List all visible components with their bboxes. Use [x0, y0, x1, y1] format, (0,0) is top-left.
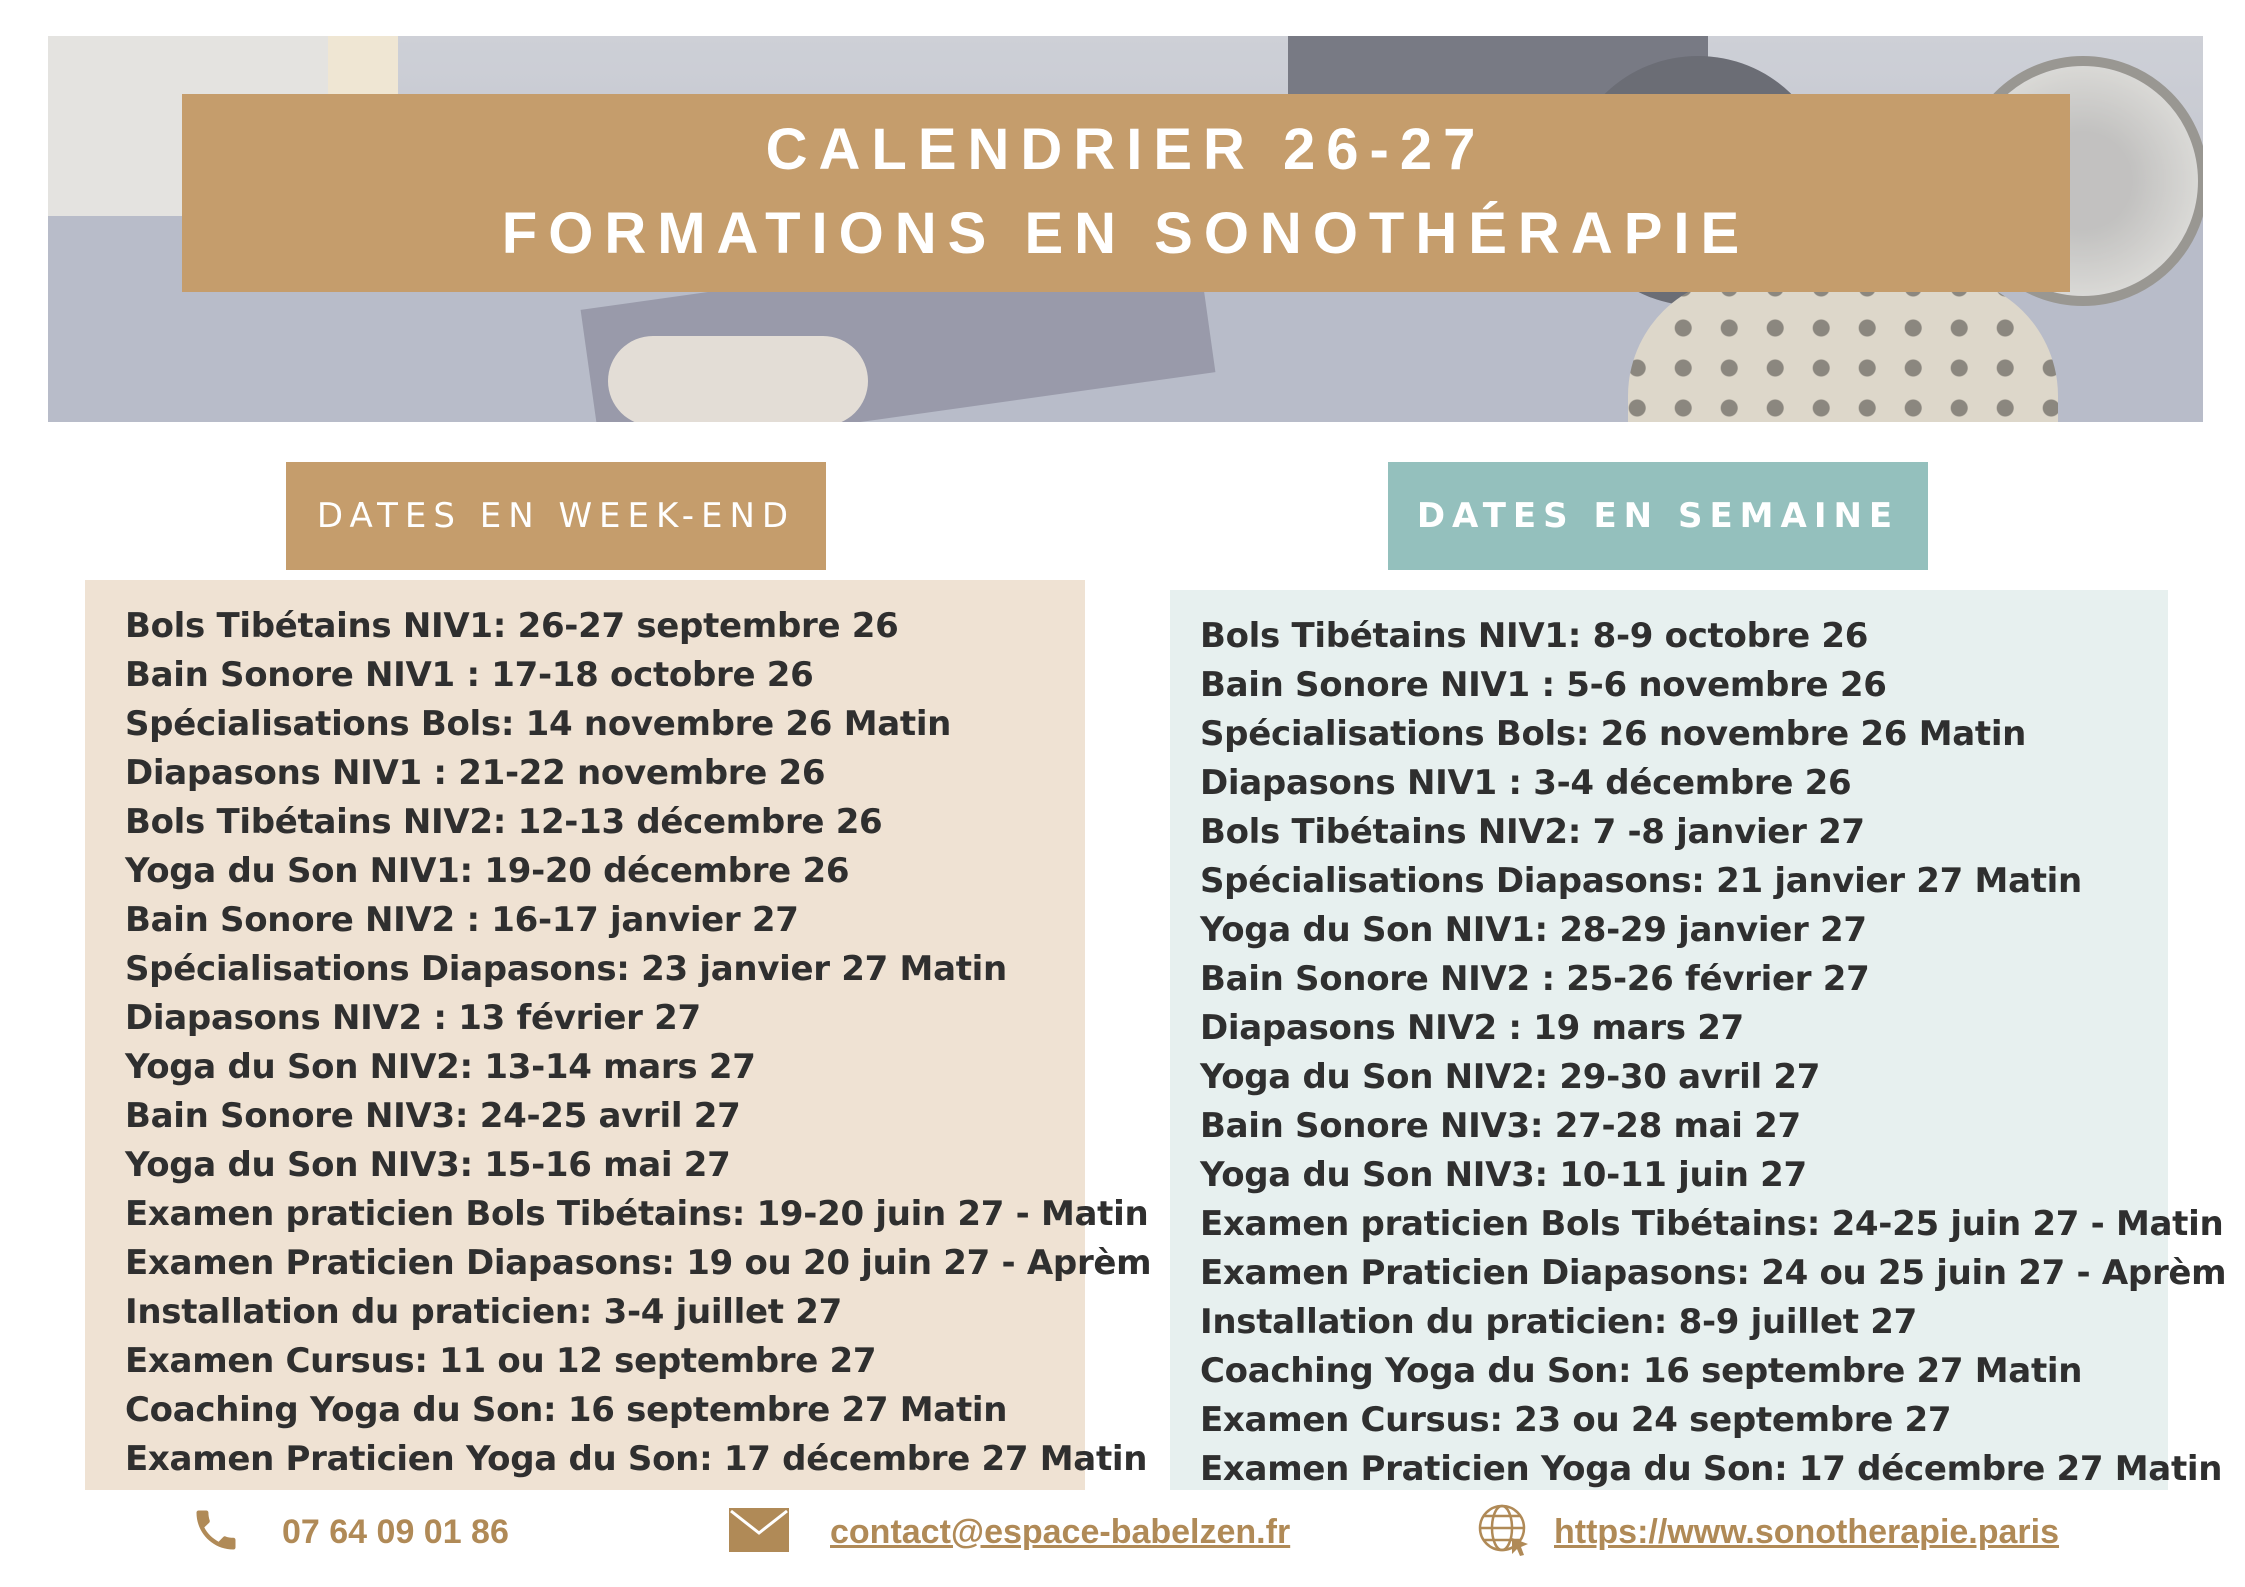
weekend-dates-list — [125, 602, 1152, 1484]
list-item: Coaching Yoga du Son: 16 septembre 27 Matin — [125, 1390, 1008, 1430]
list-item: Installation du praticien: 8-9 juillet 27 — [1200, 1302, 1917, 1342]
list-item: Spécialisations Diapasons: 23 janvier 27 Matin — [125, 949, 1007, 989]
list-item: Examen Praticien Diapasons: 19 ou 20 juin 27 - Aprèm — [125, 1243, 1152, 1283]
title-line-1: CALENDRIER 26-27 — [765, 117, 1487, 182]
weekday-heading: DATES EN SEMAINE — [1388, 462, 1928, 570]
list-item: Examen praticien Bols Tibétains: 24-25 juin 27 - Matin — [1200, 1204, 2224, 1244]
list-item: Yoga du Son NIV3: 15-16 mai 27 — [125, 1145, 731, 1185]
list-item: Spécialisations Bols: 26 novembre 26 Matin — [1200, 714, 2027, 754]
list-item: Bain Sonore NIV1 : 5-6 novembre 26 — [1200, 665, 1887, 705]
list-item: Examen Praticien Diapasons: 24 ou 25 juin 27 - Aprèm — [1200, 1253, 2227, 1293]
list-item: Bols Tibétains NIV1: 26-27 septembre 26 — [125, 606, 899, 646]
list-item: Installation du praticien: 3-4 juillet 27 — [125, 1292, 842, 1332]
list-item: Yoga du Son NIV2: 13-14 mars 27 — [125, 1047, 756, 1087]
list-item: Bols Tibétains NIV2: 7 -8 janvier 27 — [1200, 812, 1865, 852]
weekday-dates-list — [1200, 612, 2227, 1494]
footer-phone[interactable] — [190, 1502, 509, 1562]
weekend-dates-panel — [85, 580, 1152, 1490]
footer-email[interactable] — [728, 1502, 1290, 1562]
list-item: Bols Tibétains NIV1: 8-9 octobre 26 — [1200, 616, 1869, 656]
list-item: Diapasons NIV1 : 3-4 décembre 26 — [1200, 763, 1852, 803]
list-item: Yoga du Son NIV1: 28-29 janvier 27 — [1200, 910, 1867, 950]
envelope-icon — [728, 1507, 790, 1557]
list-item: Spécialisations Bols: 14 novembre 26 Matin — [125, 704, 952, 744]
list-item: Bain Sonore NIV1 : 17-18 octobre 26 — [125, 655, 814, 695]
list-item: Diapasons NIV2 : 13 février 27 — [125, 998, 701, 1038]
phone-number[interactable]: 07 64 09 01 86 — [282, 1512, 509, 1551]
phone-icon — [190, 1504, 242, 1560]
list-item: Yoga du Son NIV2: 29-30 avril 27 — [1200, 1057, 1821, 1097]
list-item: Bain Sonore NIV2 : 16-17 janvier 27 — [125, 900, 799, 940]
footer-website[interactable] — [1476, 1502, 2059, 1562]
globe-icon — [1476, 1502, 1532, 1562]
weekend-heading: DATES EN WEEK-END — [286, 462, 826, 570]
title-line-2: FORMATIONS EN SONOTHÉRAPIE — [501, 201, 1751, 266]
list-item: Examen praticien Bols Tibétains: 19-20 juin 27 - Matin — [125, 1194, 1149, 1234]
list-item: Diapasons NIV2 : 19 mars 27 — [1200, 1008, 1744, 1048]
email-link[interactable]: contact@espace-babelzen.fr — [830, 1512, 1291, 1551]
list-item: Bols Tibétains NIV2: 12-13 décembre 26 — [125, 802, 883, 842]
title-box — [182, 94, 2070, 292]
list-item: Examen Praticien Yoga du Son: 17 décembre 27 Matin — [1200, 1449, 2223, 1489]
list-item: Examen Praticien Yoga du Son: 17 décembre 27 Matin — [125, 1439, 1148, 1479]
list-item: Examen Cursus: 23 ou 24 septembre 27 — [1200, 1400, 1952, 1440]
list-item: Coaching Yoga du Son: 16 septembre 27 Matin — [1200, 1351, 2083, 1391]
list-item: Examen Cursus: 11 ou 12 septembre 27 — [125, 1341, 877, 1381]
list-item: Bain Sonore NIV2 : 25-26 février 27 — [1200, 959, 1870, 999]
list-item: Yoga du Son NIV1: 19-20 décembre 26 — [125, 851, 850, 891]
list-item: Spécialisations Diapasons: 21 janvier 27 Matin — [1200, 861, 2082, 901]
list-item: Diapasons NIV1 : 21-22 novembre 26 — [125, 753, 826, 793]
website-link[interactable]: https://www.sonotherapie.paris — [1554, 1512, 2060, 1551]
list-item: Bain Sonore NIV3: 24-25 avril 27 — [125, 1096, 741, 1136]
list-item: Yoga du Son NIV3: 10-11 juin 27 — [1200, 1155, 1807, 1195]
weekday-dates-panel — [1170, 590, 2227, 1490]
list-item: Bain Sonore NIV3: 27-28 mai 27 — [1200, 1106, 1801, 1146]
